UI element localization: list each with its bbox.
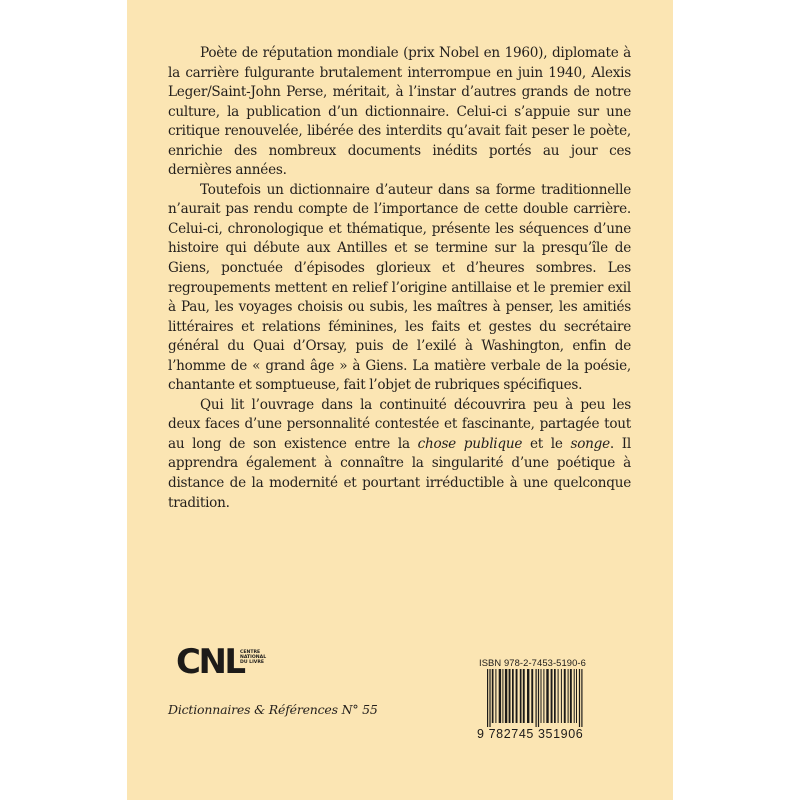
barcode-bar bbox=[536, 669, 537, 727]
barcode-bar bbox=[576, 669, 577, 723]
logo-caption-line: CENTRE bbox=[240, 650, 261, 655]
paragraph-text: Qui lit l’ouvrage dans la continuité découvrira peu à peu les deux faces d’une personnalité contestée et fascinante, partagée tout au long de son existence entre la bbox=[168, 396, 631, 452]
isbn-label: ISBN 978-2-7453-5190-6 bbox=[479, 657, 586, 668]
italic-phrase: chose publique bbox=[417, 435, 523, 452]
barcode-bars bbox=[477, 669, 630, 727]
barcode-bar bbox=[502, 669, 503, 723]
barcode-bar bbox=[551, 669, 553, 723]
barcode-bar bbox=[558, 669, 559, 723]
barcode-bar bbox=[538, 669, 539, 727]
paragraph-text: et le bbox=[522, 435, 571, 452]
series-title: Dictionnaires & Références N° 55 bbox=[168, 702, 378, 717]
barcode-bar bbox=[564, 669, 566, 723]
barcode-bar bbox=[487, 669, 488, 727]
barcode-bar bbox=[523, 669, 525, 723]
blurb-paragraph-1 bbox=[168, 44, 631, 181]
barcode-bar bbox=[543, 669, 544, 723]
blurb-paragraph-3 bbox=[168, 396, 631, 513]
italic-phrase: songe bbox=[570, 435, 610, 452]
barcode-bar bbox=[581, 669, 582, 727]
barcode-digits: 9 782745 351906 bbox=[477, 727, 584, 741]
logo-caption-line: NATIONAL bbox=[240, 655, 267, 661]
barcode-bar bbox=[546, 669, 548, 723]
blurb-text bbox=[168, 44, 631, 513]
barcode-bar bbox=[531, 669, 533, 723]
barcode-bar bbox=[561, 669, 562, 723]
blurb-paragraph-2 bbox=[168, 181, 631, 396]
cnl-logo-letters: CNL bbox=[176, 642, 244, 682]
barcode-bar bbox=[509, 669, 511, 723]
barcode-bar bbox=[492, 669, 494, 723]
barcode-bar bbox=[512, 669, 514, 723]
cnl-logo-caption bbox=[240, 650, 280, 666]
barcode-bar bbox=[495, 669, 496, 723]
isbn-barcode bbox=[477, 657, 630, 741]
logo-caption-line: DU LIVRE bbox=[240, 660, 265, 666]
barcode-bar bbox=[568, 669, 569, 723]
barcode-bar bbox=[489, 669, 490, 727]
paragraph-text: Toutefois un dictionnaire d’auteur dans sa forme traditionnelle n’aurait pas rendu compte de l’importance de cette double carrière. Celui-ci, chronologique et thématique, présente les séquences d’une histoire qui débute aux Antilles et se termine sur la presqu’île de Giens, ponctuée d’épisodes glorieux et d’heures sombres. Les regroupements mettent en relief l’origine antillaise et le premier exil à Pau, les voyages choisis ou subis, les maîtres à penser, les amitiés littéraires et relations féminines, les faits et gestes du secrétaire général du Quai d’Orsay, puis de l’exilé à Washington, enfin de l’homme de « grand âge » à Giens. La matière verbale de la poésie, chantante et somptueuse, fait l’objet de rubriques spécifiques. bbox=[168, 181, 631, 394]
barcode-bar bbox=[520, 669, 522, 723]
barcode-bar bbox=[499, 669, 501, 723]
barcode-bar bbox=[541, 669, 542, 723]
barcode-bar bbox=[527, 669, 529, 723]
cnl-logo bbox=[176, 642, 286, 682]
barcode-bar bbox=[505, 669, 507, 723]
paragraph-text: Poète de réputation mondiale (prix Nobel en 1960), diplomate à la carrière fulgurante brutalement interrompue en juin 1940, Alexis Leger/Saint-John Perse, méritait, à l’instar d’autres grands de notre culture, la publication d’un dictionnaire. Celui-ci s’appuie sur une critique renouvelée, libérée des interdits qu’avait fait peser le poète, enrichie des nombreux documents inédits portés au jour ces dernières années. bbox=[168, 45, 631, 179]
barcode-bar bbox=[554, 669, 556, 723]
barcode-bar bbox=[574, 669, 575, 723]
paragraph-text: . Il apprendra également à connaître la singularité d’une poétique à distance de la modernité et pourtant irréductible à une quelconque tradition. bbox=[168, 435, 632, 511]
barcode-bar bbox=[579, 669, 580, 727]
barcode-bar bbox=[516, 669, 518, 723]
barcode-bar bbox=[570, 669, 572, 723]
